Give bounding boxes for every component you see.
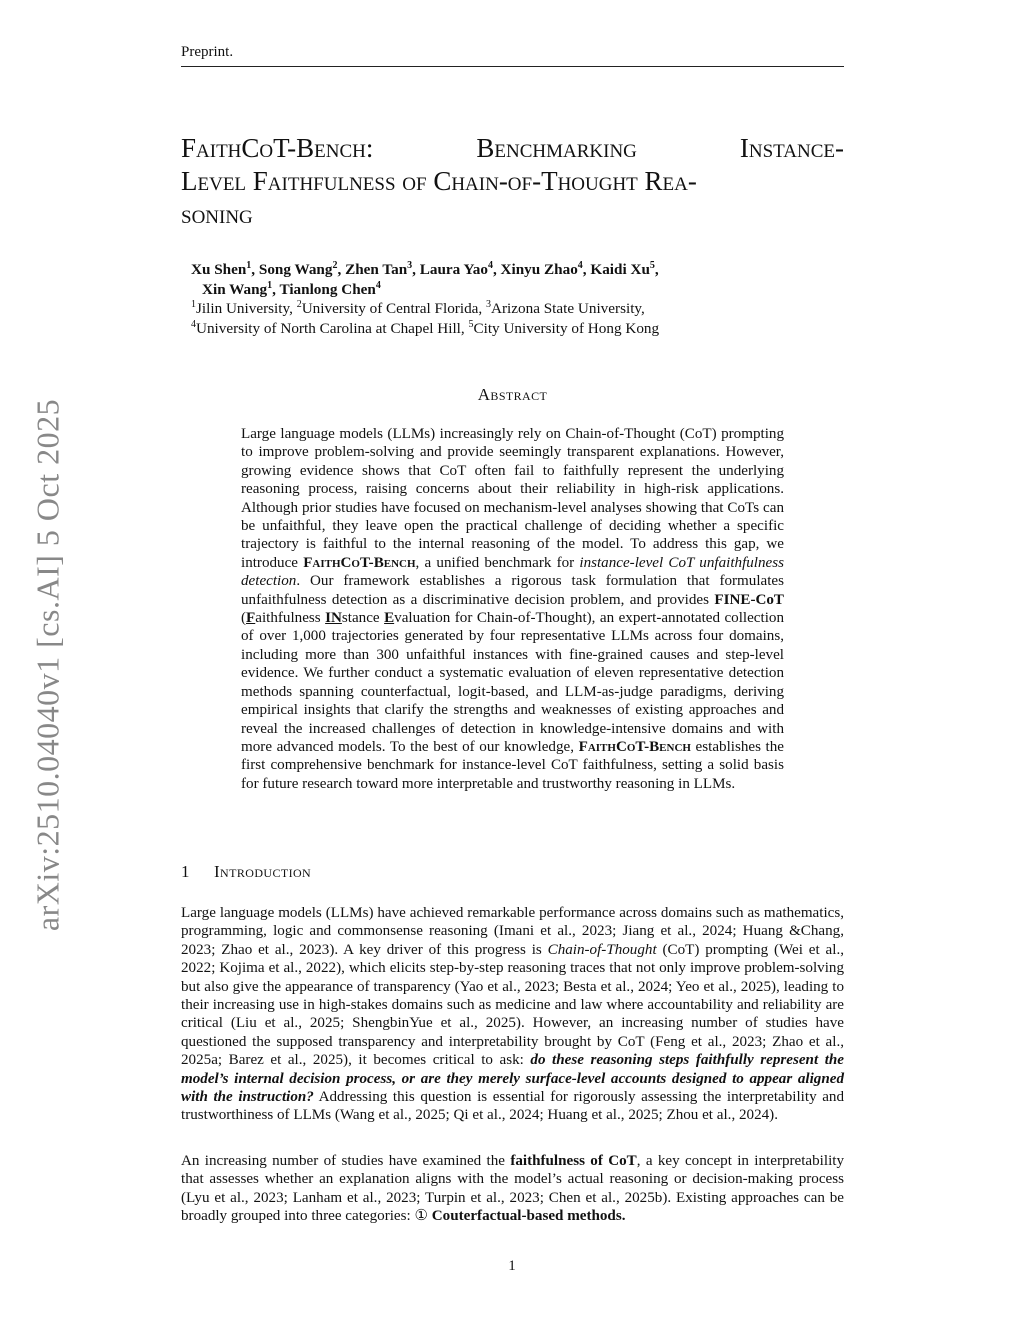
title-part: Benchmarking bbox=[476, 133, 637, 163]
author-block bbox=[191, 260, 831, 338]
author-names-line-1: Xu Shen$^1$, Song Wang$^2$, Zhen Tan$^3$, Laura Yao$^4$, Xinyu Zhao$^4$, Kaidi Xu$^5$, bbox=[191, 259, 659, 278]
abstract-text: Large language models (LLMs) increasingly rely on Chain-of-Thought (CoT) prompting to improve problem-solving and provide seemingly transparent explanations. However, growing evidence shows that CoT often fail to faithfully represent the underlying reasoning process, raising concerns about their reliability in high-risk applications. Although prior studies have focused on mechanism-level analyses showing that CoTs can be unfaithful, they leave open the practical challenge of deciding whether a specific trajectory is faithful to the internal reasoning of the model. To address this gap, we introduce bbox=[241, 426, 784, 571]
intro-paragraph-1 bbox=[181, 904, 844, 1125]
author-name: Xu Shen bbox=[191, 261, 247, 278]
author-name: Tianlong Chen bbox=[279, 280, 376, 298]
benchmark-name: FaithCoT-Bench bbox=[303, 554, 416, 571]
body-text: Addressing this question is essential for rigorously assessing the interpretability and trustworthiness of LLMs (Wang et al., 2025; Qi et al., 2024; Huang et al., 2025; Zhou et al., 2024). bbox=[181, 1089, 844, 1124]
affiliation: University of Central Florida, bbox=[301, 300, 487, 317]
body-text: , a key concept in interpretability that assesses whether an explanation aligns with the model’s actual reasoning or decision-making process (Lyu et al., 2023; Lanham et al., 2023; Turpin et al., 2023; Chen et al., 2025b). Existing approaches can be broadly grouped into three categories: bbox=[181, 1153, 844, 1225]
affiliations-line-2 bbox=[191, 319, 831, 339]
abstract-text: aithfulness bbox=[255, 610, 326, 627]
abstract-text: valuation for Chain-of-Thought), an expert-annotated collection of over 1,000 trajectories generated by four representative LLMs across four domains, including more than 300 unfaithful instances with fine-grained causes and step-level evidence. We further conduct a systematic evaluation of eleven representative detection methods spanning counterfactual, logit-based, and LLM-as-judge paradigms, deriving empirical insights that clarify the strengths and weaknesses of existing approaches and reveal the increased challenges of detection in knowledge-intensive domains and with more advanced models. To the best of our knowledge, bbox=[241, 610, 784, 755]
body-text: An increasing number of studies have examined the bbox=[181, 1153, 511, 1169]
abstract-text: ( bbox=[241, 610, 247, 627]
author-sup: 4 bbox=[487, 259, 493, 271]
title-part: Instance- bbox=[739, 133, 844, 163]
author-sup: 3 bbox=[407, 259, 413, 271]
affiliation: University of North Carolina at Chapel Hill, bbox=[196, 319, 469, 337]
body-text: Large language models (LLMs) have achieved remarkable performance across domains such as mathematics, programming, logic and commonsense reasoning (Imani et al., 2023; Jiang et al., 2024; Huang &Chang, 2023; Zhao et al., 2023). A key driver of this progress is bbox=[181, 905, 844, 958]
header-label: Preprint. bbox=[181, 44, 234, 60]
body-italic: Chain-of-Thought bbox=[547, 941, 657, 958]
aff-sup: 5 bbox=[468, 318, 474, 330]
affiliation: City University of Hong Kong bbox=[473, 319, 660, 337]
header-rule bbox=[181, 66, 844, 67]
author-name: Kaidi Xu bbox=[590, 261, 650, 278]
page-number: 1 bbox=[508, 1258, 516, 1274]
author-sup: 5 bbox=[649, 259, 655, 271]
aff-sup: 4 bbox=[191, 318, 196, 330]
section-number: 1 bbox=[181, 862, 190, 881]
aff-sup: 3 bbox=[486, 298, 492, 310]
author-names-line-2: Xin Wang$^1$, Tianlong Chen$^4$ bbox=[202, 279, 381, 298]
body-bold: faithfulness of CoT bbox=[510, 1153, 637, 1169]
author-sup: 4 bbox=[375, 279, 381, 291]
author-name: Song Wang bbox=[258, 261, 333, 278]
section-title: Introduction bbox=[214, 862, 312, 881]
author-sup: 2 bbox=[332, 259, 338, 271]
title-part: FaithCoT-Bench: bbox=[181, 133, 374, 163]
arxiv-stamp: arXiv:2510.04040v1 [cs.AI] 5 Oct 2025 bbox=[29, 398, 66, 932]
abstract-body bbox=[241, 425, 784, 793]
abstract-text: establishes the first comprehensive benchmark for instance-level CoT faithfulness, setting a solid basis for future research toward more interpretable and trustworthy reasoning in LLMs. bbox=[241, 738, 784, 792]
affiliation: Jilin University, bbox=[196, 300, 297, 317]
author-name: Xinyu Zhao bbox=[500, 261, 578, 278]
author-sup: 4 bbox=[577, 259, 583, 271]
aff-sup: 1 bbox=[191, 298, 196, 310]
title-line-2: Level Faithfulness of Chain-of-Thought Rea- bbox=[181, 166, 697, 196]
section-heading-introduction bbox=[181, 862, 311, 882]
abstract-text: , a unified benchmark for bbox=[415, 554, 580, 571]
acronym-letter: E bbox=[384, 610, 395, 627]
dataset-name: FINE-CoT bbox=[714, 591, 784, 608]
acronym-letter: IN bbox=[325, 610, 342, 627]
aff-sup: 2 bbox=[296, 298, 302, 310]
abstract-text: . Our framework establishes a rigorous task formulation that formulates unfaithfulness detection as a discriminative decision problem, and provides bbox=[241, 573, 784, 608]
author-sup: 1 bbox=[246, 259, 252, 271]
abstract-heading: Abstract bbox=[477, 385, 548, 404]
title-line-3: soning bbox=[181, 199, 253, 229]
author-name: Zhen Tan bbox=[345, 261, 408, 278]
author-name: Laura Yao bbox=[419, 261, 488, 278]
body-bold: Couterfactual-based methods. bbox=[431, 1208, 626, 1225]
body-text: (CoT) prompting (Wei et al., 2022; Kojima et al., 2022), which elicits step-by-step reasoning traces that not only improve problem-solving but also give the appearance of transparency (Yao et al., 2023; Besta et al., 2024; Yeo et al., 2025), leading to their increasing use in high-stakes domains such as medicine and law where accountability and reliability are critical (Liu et al., 2025; ShengbinYue et al., 2025). However, an increasing number of studies have questioned the supposed transparency and interpretability brought by CoT (Feng et al., 2023; Zhao et al., 2025a; Barez et al., 2025), it becomes critical to ask: bbox=[181, 941, 844, 1069]
author-name: Xin Wang bbox=[202, 280, 268, 298]
affiliation: Arizona State University, bbox=[491, 300, 645, 317]
benchmark-name: FaithCoT-Bench bbox=[578, 738, 691, 755]
intro-paragraph-2 bbox=[181, 1152, 844, 1226]
abstract-text: stance bbox=[341, 610, 385, 627]
abstract-italic: instance-level CoT unfaithfulness detection bbox=[241, 554, 784, 590]
circled-one-marker: ① bbox=[414, 1208, 428, 1225]
affiliations-line-1 bbox=[191, 299, 831, 319]
paper-title bbox=[181, 132, 844, 231]
acronym-letter: F bbox=[246, 610, 256, 627]
author-sup: 1 bbox=[267, 279, 273, 291]
key-question: do these reasoning steps faithfully represent the model’s internal decision process, or are they merely surface-level accounts designed to appear aligned with the instruction? bbox=[181, 1052, 844, 1106]
